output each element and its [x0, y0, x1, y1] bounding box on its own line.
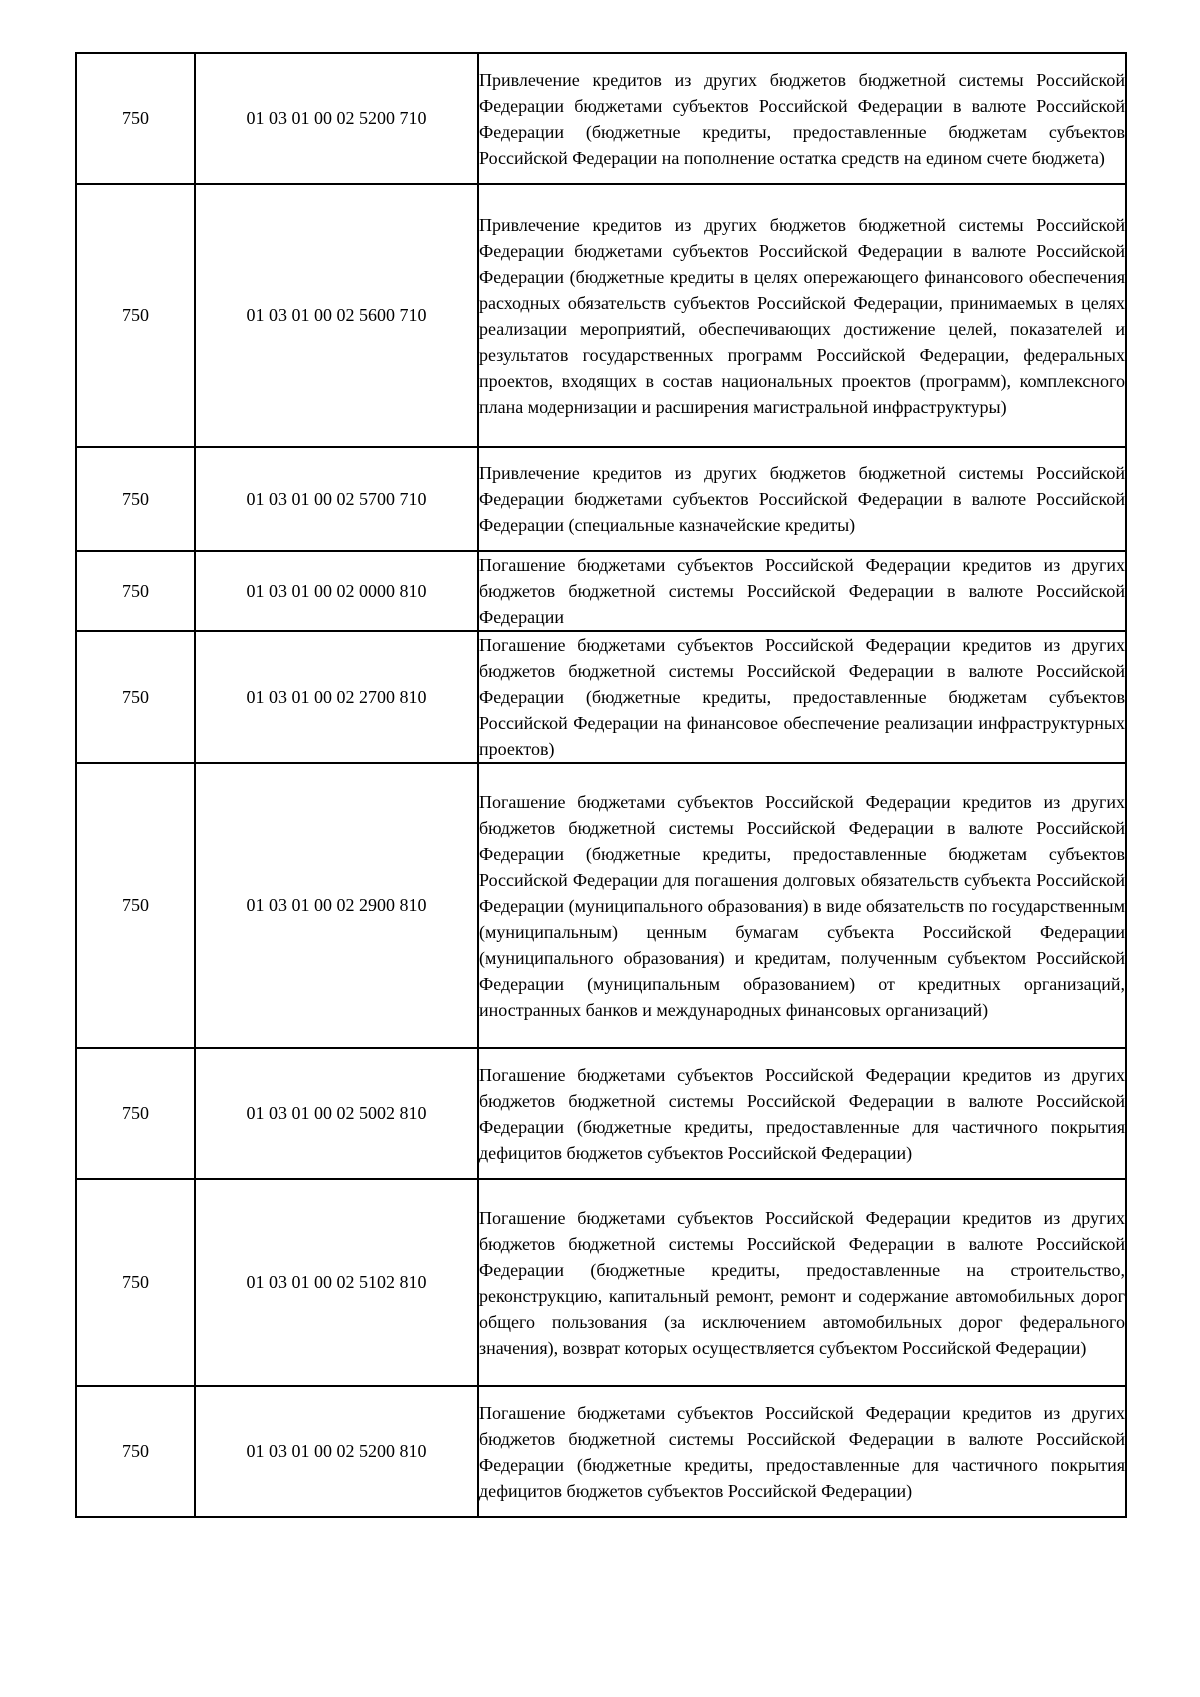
table-row: [76, 1386, 1126, 1517]
description-text: Привлечение кредитов из других бюджетов бюджетной системы Российской Федерации бюджетами субъектов Российской Федерации в валюте Российской Федерации (бюджетные кредиты, предоставленные бюджетам субъектов Российской Федерации на пополнение остатка средств на едином счете бюджета): [479, 69, 1125, 168]
description-cell: [478, 53, 1126, 184]
description-cell: [478, 551, 1126, 631]
description-cell: [478, 1179, 1126, 1386]
budget-code-cell: 01 03 01 00 02 5200 810: [195, 1386, 478, 1517]
description-text: Погашение бюджетами субъектов Российской Федерации кредитов из других бюджетов бюджетной системы Российской Федерации в валюте Российской Федерации (бюджетные кредиты, предоставленные для частичного покрытия дефицитов бюджетов субъектов Российской Федерации): [479, 1402, 1125, 1501]
table-row: [76, 184, 1126, 447]
admin-code-cell: 750: [76, 551, 195, 631]
budget-code-cell: 01 03 01 00 02 2700 810: [195, 631, 478, 763]
budget-code-cell: 01 03 01 00 02 0000 810: [195, 551, 478, 631]
description-text: Погашение бюджетами субъектов Российской Федерации кредитов из других бюджетов бюджетной системы Российской Федерации в валюте Российской Федерации (бюджетные кредиты, предоставленные на строительство, реконструкцию, капитальный ремонт, ремонт и содержание автомобильных дорог общего пользования (за исключением автомобильных дорог федерального значения), возврат которых осуществляется субъектом Российской Федерации): [479, 1207, 1125, 1358]
description-cell: [478, 1048, 1126, 1179]
budget-code-cell: 01 03 01 00 02 5102 810: [195, 1179, 478, 1386]
budget-code-cell: 01 03 01 00 02 5700 710: [195, 447, 478, 551]
table-row: [76, 551, 1126, 631]
description-text: Погашение бюджетами субъектов Российской Федерации кредитов из других бюджетов бюджетной системы Российской Федерации в валюте Российской Федерации (бюджетные кредиты, предоставленные для частичного покрытия дефицитов бюджетов субъектов Российской Федерации): [479, 1064, 1125, 1163]
table-row: [76, 1048, 1126, 1179]
admin-code-cell: 750: [76, 447, 195, 551]
table-row: [76, 447, 1126, 551]
admin-code-cell: 750: [76, 631, 195, 763]
description-cell: [478, 763, 1126, 1048]
table-row: [76, 763, 1126, 1048]
document-page: [75, 52, 1127, 1518]
description-cell: [478, 631, 1126, 763]
budget-code-cell: 01 03 01 00 02 5002 810: [195, 1048, 478, 1179]
budget-code-cell: 01 03 01 00 02 2900 810: [195, 763, 478, 1048]
admin-code-cell: 750: [76, 1048, 195, 1179]
description-text: Привлечение кредитов из других бюджетов бюджетной системы Российской Федерации бюджетами субъектов Российской Федерации в валюте Российской Федерации (бюджетные кредиты в целях опережающего финансового обеспечения расходных обязательств субъектов Российской Федерации, принимаемых в целях реализации мероприятий, обеспечивающих достижение целей, показателей и результатов государственных программ Российской Федерации, федеральных проектов, входящих в состав национальных проектов (программ), комплексного плана модернизации и расширения магистральной инфраструктуры): [479, 214, 1125, 417]
table-row: [76, 631, 1126, 763]
description-cell: [478, 447, 1126, 551]
table-row: [76, 1179, 1126, 1386]
description-text: Погашение бюджетами субъектов Российской Федерации кредитов из других бюджетов бюджетной системы Российской Федерации в валюте Российской Федерации: [479, 555, 1125, 627]
description-text: Погашение бюджетами субъектов Российской Федерации кредитов из других бюджетов бюджетной системы Российской Федерации в валюте Российской Федерации (бюджетные кредиты, предоставленные бюджетам субъектов Российской Федерации для погашения долговых обязательств субъекта Российской Федерации (муниципального образования) в виде обязательств по государственным (муниципальным) ценным бумагам субъекта Российской Федерации (муниципального образования) и кредитам, полученным субъектом Российской Федерации (муниципальным образованием) от кредитных организаций, иностранных банков и международных финансовых организаций): [479, 791, 1125, 1020]
admin-code-cell: 750: [76, 763, 195, 1048]
budget-code-cell: 01 03 01 00 02 5600 710: [195, 184, 478, 447]
budget-sources-table: [75, 52, 1127, 1518]
admin-code-cell: 750: [76, 53, 195, 184]
description-cell: [478, 1386, 1126, 1517]
admin-code-cell: 750: [76, 184, 195, 447]
budget-code-cell: 01 03 01 00 02 5200 710: [195, 53, 478, 184]
description-text: Привлечение кредитов из других бюджетов бюджетной системы Российской Федерации бюджетами субъектов Российской Федерации в валюте Российской Федерации (специальные казначейские кредиты): [479, 463, 1125, 535]
description-cell: [478, 184, 1126, 447]
admin-code-cell: 750: [76, 1179, 195, 1386]
description-text: Погашение бюджетами субъектов Российской Федерации кредитов из других бюджетов бюджетной системы Российской Федерации в валюте Российской Федерации (бюджетные кредиты, предоставленные бюджетам субъектов Российской Федерации на финансовое обеспечение реализации инфраструктурных проектов): [479, 635, 1125, 759]
admin-code-cell: 750: [76, 1386, 195, 1517]
table-row: [76, 53, 1126, 184]
